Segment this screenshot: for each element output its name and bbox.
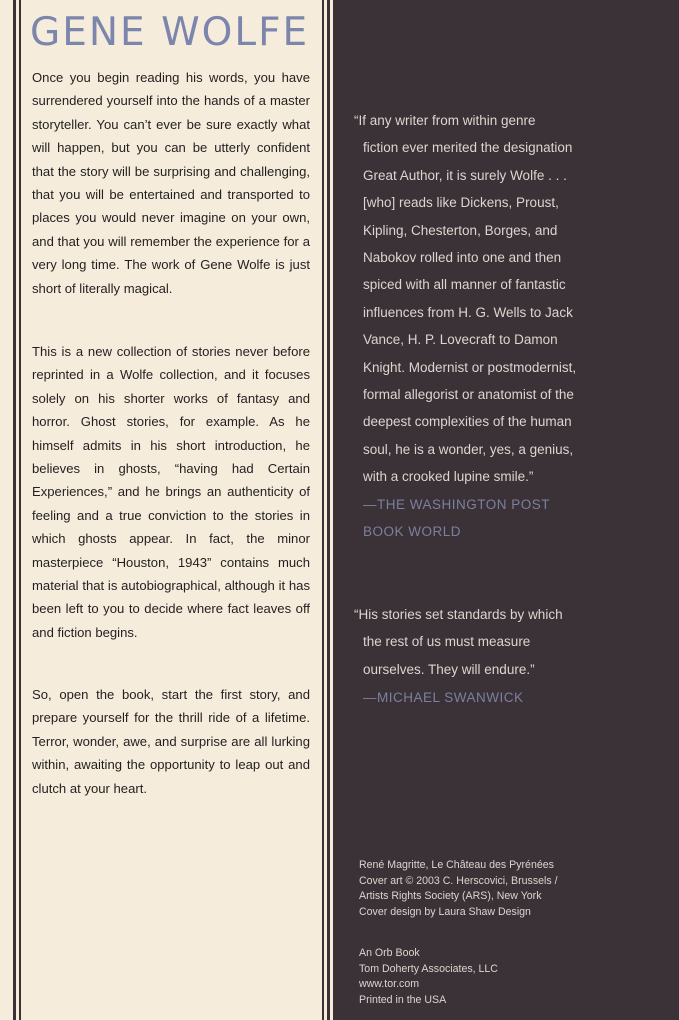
credit-line: Cover design by Laura Shaw Design: [359, 905, 531, 918]
publisher-info: [359, 946, 498, 1008]
quote-line: Knight. Modernist or postmodernist,: [363, 359, 577, 375]
review-quote-2: [354, 601, 604, 683]
quote-line: the rest of us must measure: [363, 634, 531, 650]
quote-line: Kipling, Chesterton, Borges, and: [363, 222, 558, 238]
credit-line: Cover art © 2003 C. Herscovici, Brussels /: [359, 874, 558, 887]
quote-line: deepest complexities of the human: [363, 414, 572, 430]
quote-line: “His stories set standards by which: [354, 607, 563, 622]
attribution-line: —THE WASHINGTON POST: [363, 497, 551, 512]
publisher-line: Printed in the USA: [359, 993, 447, 1006]
blurb-paragraph-2: This is a new collection of stories never before reprinted in a Wolfe collection, and it focuses solely on his shorter works of fantasy and horror. Ghost stories, for example. As he himself admits in his short introduction, he believes in ghosts, “having had Certain Experiences,” and he brings an authenticity of feeling and a true conviction to the stories in which ghosts appear. In fact, the minor masterpiece “Houston, 1943” contains much material that is autobiographical, although it has been left to you to decide where fact leaves off and fiction begins.: [32, 344, 310, 640]
review-quote-1: [354, 107, 604, 491]
quote-line: formal allegorist or anatomist of the: [363, 387, 574, 403]
quote-line: Great Author, it is surely Wolfe . . .: [363, 167, 567, 183]
border-rule: [322, 0, 324, 1020]
publisher-line: An Orb Book: [359, 947, 420, 959]
attribution-line: —MICHAEL SWANWICK: [363, 690, 524, 705]
quote-line: fiction ever merited the designation: [363, 140, 573, 156]
attribution-line: BOOK WORLD: [363, 524, 462, 539]
credit-line: Artists Rights Society (ARS), New York: [359, 890, 542, 903]
quote-line: spiced with all manner of fantastic: [363, 277, 566, 293]
quote-attribution-1: [363, 491, 550, 545]
publisher-line: www.tor.com: [359, 978, 420, 991]
quote-line: ourselves. They will endure.”: [363, 661, 535, 677]
credit-line: René Magritte, Le Château des Pyrénées: [359, 859, 554, 871]
border-rule: [13, 0, 16, 1020]
quote-line: [who] reads like Dickens, Proust,: [363, 195, 559, 211]
author-title: GENE WOLFE: [30, 10, 310, 55]
quote-line: soul, he is a wonder, yes, a genius,: [363, 441, 574, 457]
quote-attribution-2: [363, 684, 524, 711]
quote-line: “If any writer from within genre: [354, 113, 536, 128]
publisher-line: Tom Doherty Associates, LLC: [359, 962, 498, 975]
cover-credits: [359, 858, 558, 920]
quote-line: Nabokov rolled into one and then: [363, 250, 562, 266]
quote-line: with a crooked lupine smile.”: [363, 469, 534, 485]
border-rule: [19, 0, 21, 1020]
quote-line: Vance, H. P. Lovecraft to Damon: [363, 332, 558, 348]
border-rule: [327, 0, 330, 1020]
blurb-paragraph-3: So, open the book, start the first story, and prepare yourself for the thrill ride of a lifetime. Terror, wonder, awe, and surprise are all lurking within, awaiting the opportunity to leap out and clutch at your heart.: [32, 687, 310, 796]
blurb-paragraph-1: Once you begin reading his words, you have surrendered yourself into the hands of a master storyteller. You can’t ever be sure exactly what will happen, but you can be utterly confident that the story will be surprising and challenging, that you will be entertained and transported to places you would never imagine on your own, and that you will remember the experience for a very long time. The work of Gene Wolfe is just short of literally magical.: [32, 70, 310, 296]
quote-line: influences from H. G. Wells to Jack: [363, 304, 573, 320]
